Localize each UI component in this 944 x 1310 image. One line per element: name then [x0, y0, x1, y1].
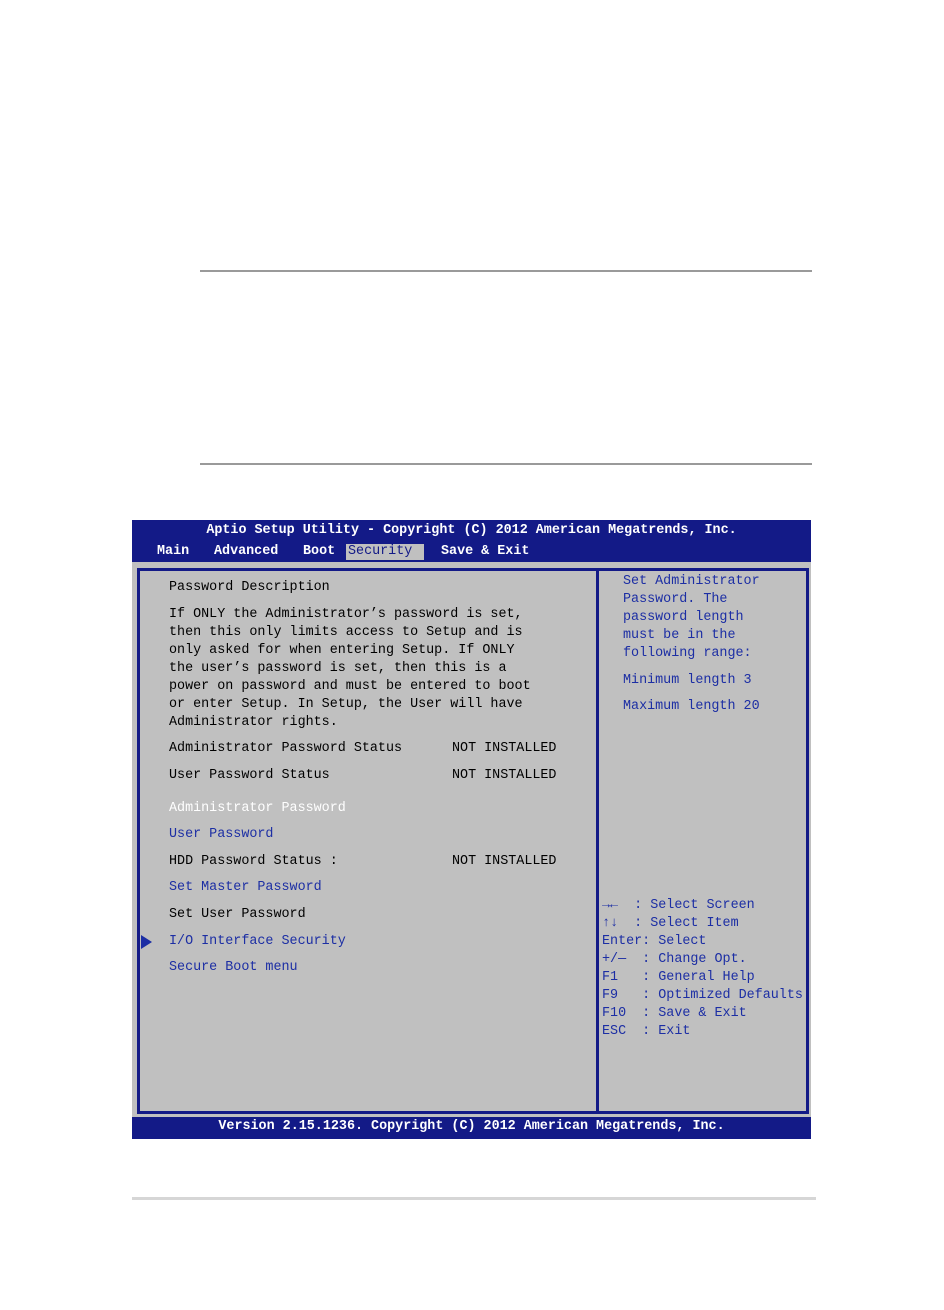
tab-bar	[132, 544, 811, 562]
admin-password-status-label: Administrator Password Status	[169, 741, 403, 756]
key-hint-enter-select: Enter: Select	[602, 934, 707, 949]
menu-item-administrator-password[interactable]: Administrator Password	[169, 801, 346, 816]
menu-item-io-interface-security[interactable]: I/O Interface Security	[169, 934, 346, 949]
tab-advanced[interactable]: Advanced	[214, 544, 279, 559]
user-password-status-label: User Password Status	[169, 768, 330, 783]
help-description: Set Administrator Password. The password length must be in the following range:	[623, 574, 760, 661]
key-hint-general-help: F1 : General Help	[602, 970, 755, 985]
bios-screen	[132, 520, 811, 1139]
tab-security[interactable]: Security	[346, 544, 424, 560]
password-description-title: Password Description	[169, 580, 330, 595]
user-password-status-value: NOT INSTALLED	[452, 768, 557, 783]
bottom-rule	[132, 1197, 816, 1200]
help-max-length: Maximum length 20	[623, 699, 760, 714]
menu-item-secure-boot-menu[interactable]: Secure Boot menu	[169, 960, 298, 975]
set-user-password-label: Set User Password	[169, 907, 306, 922]
menu-item-user-password[interactable]: User Password	[169, 827, 274, 842]
help-min-length: Minimum length 3	[623, 673, 752, 688]
key-hint-optimized-defaults: F9 : Optimized Defaults	[602, 988, 803, 1003]
bios-title: Aptio Setup Utility - Copyright (C) 2012 American Megatrends, Inc.	[206, 523, 737, 538]
bios-footer	[132, 1117, 811, 1139]
key-hint-exit: ESC : Exit	[602, 1024, 691, 1039]
key-hint-save-exit: F10 : Save & Exit	[602, 1006, 747, 1021]
top-rule-2	[200, 463, 812, 465]
tab-main[interactable]: Main	[157, 544, 190, 559]
hdd-password-status-label: HDD Password Status :	[169, 854, 338, 869]
bios-header	[132, 520, 811, 562]
tab-boot[interactable]: Boot	[303, 544, 336, 559]
hdd-password-status-value: NOT INSTALLED	[452, 854, 557, 869]
password-description-text: If ONLY the Administrator’s password is set, then this only limits access to Setup and is only asked for when entering Setup. If ONLY the user’s password is set, then this is a power on password and must be entered to boot or enter Setup. In Setup, the User will have Administrator rights.	[169, 607, 531, 730]
key-hint-select-screen: →← : Select Screen	[602, 898, 755, 913]
key-hint-change-opt: +/— : Change Opt.	[602, 952, 747, 967]
menu-item-set-master-password[interactable]: Set Master Password	[169, 880, 322, 895]
submenu-arrow-icon	[141, 935, 152, 949]
version-text: Version 2.15.1236. Copyright (C) 2012 American Megatrends, Inc.	[218, 1119, 725, 1134]
content-frame	[137, 568, 809, 1114]
key-hint-select-item: ↑↓ : Select Item	[602, 916, 739, 931]
admin-password-status-value: NOT INSTALLED	[452, 741, 557, 756]
panel-divider	[596, 571, 599, 1111]
tab-save-exit[interactable]: Save & Exit	[441, 544, 530, 559]
top-rule-1	[200, 270, 812, 272]
